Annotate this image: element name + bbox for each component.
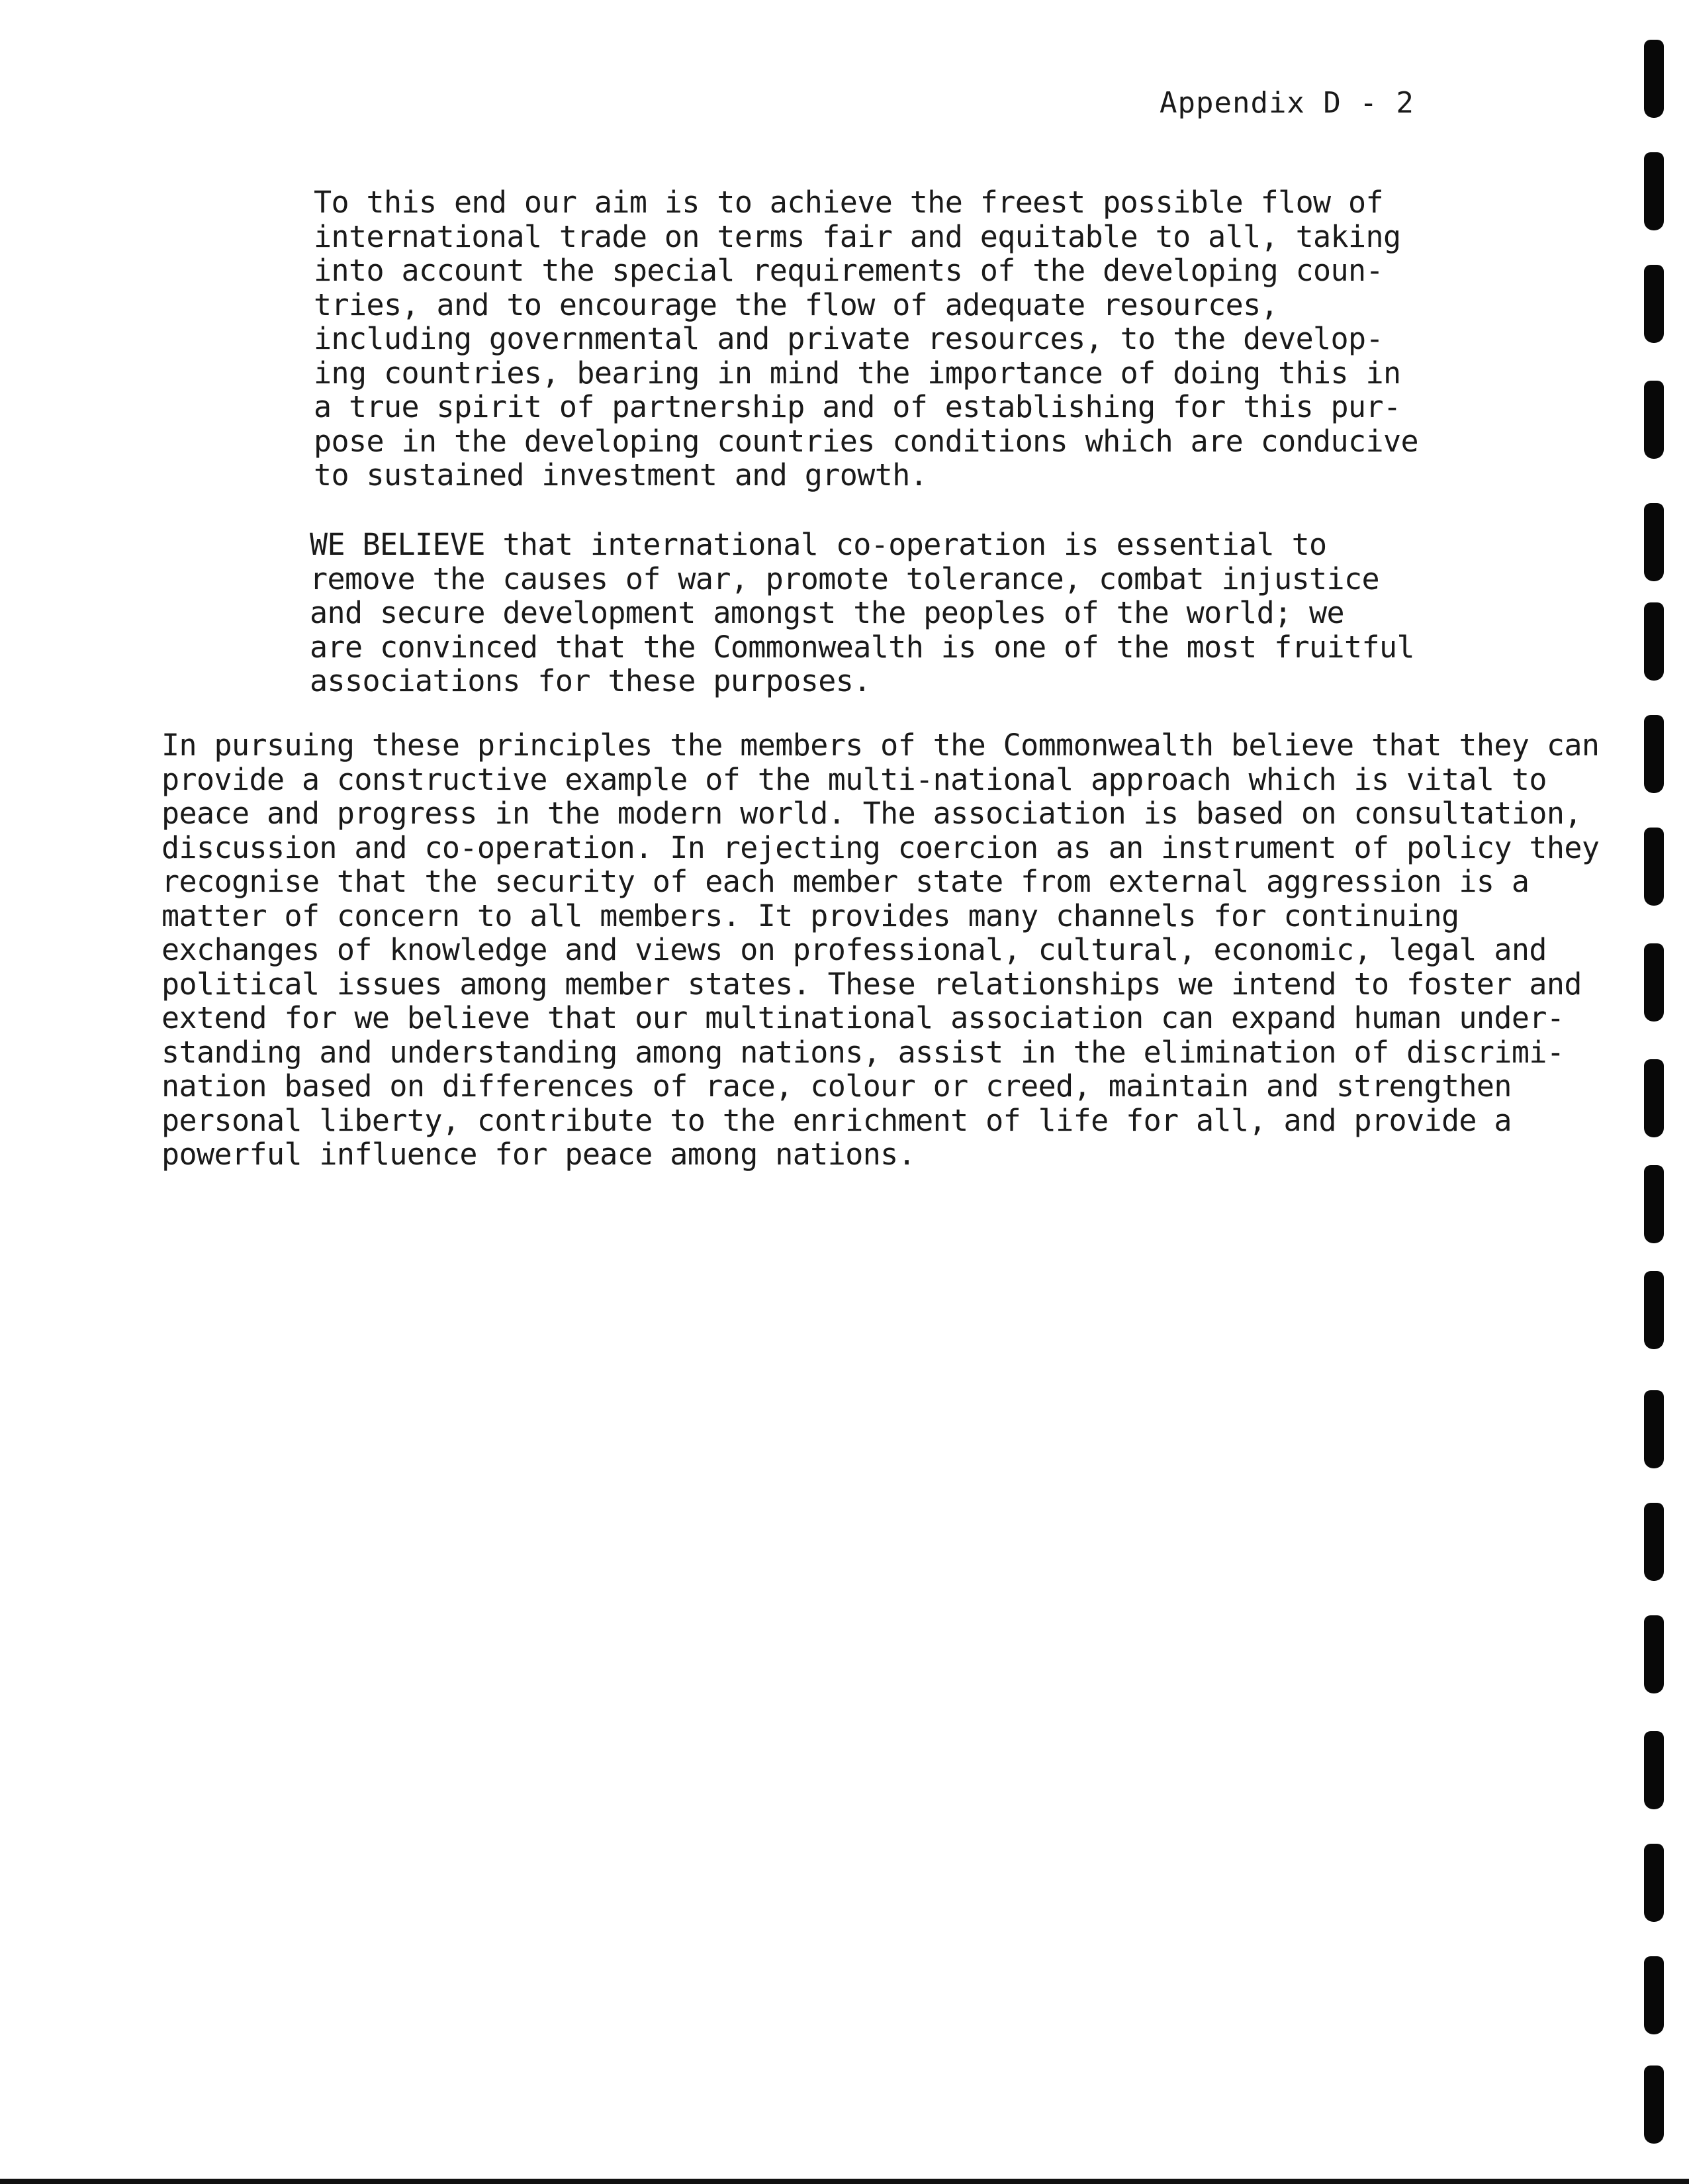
text-line: nation based on differences of race, colour or creed, maintain and strengthen: [161, 1068, 1512, 1104]
binding-hole: [1644, 1390, 1664, 1468]
text-line: personal liberty, contribute to the enrichment of life for all, and provide a: [161, 1102, 1512, 1138]
text-line: provide a constructive example of the multi-national approach which is vital to: [161, 761, 1547, 797]
text-line: political issues among member states. These relationships we intend to foster and: [161, 966, 1582, 1002]
text-line: peace and progress in the modern world. The association is based on consultation,: [161, 796, 1582, 831]
text-line: exchanges of knowledge and views on professional, cultural, economic, legal and: [161, 932, 1547, 967]
binding-hole: [1644, 715, 1664, 793]
text-line: discussion and co-operation. In rejecting coercion as an instrument of policy they: [161, 830, 1600, 865]
text-line: WE BELIEVE that international co-operation is essential to: [310, 527, 1327, 562]
binding-hole: [1644, 152, 1664, 230]
text-line: a true spirit of partnership and of establishing for this pur-: [314, 389, 1401, 424]
text-line: To this end our aim is to achieve the freest possible flow of: [314, 185, 1384, 220]
text-line: tries, and to encourage the flow of adequate resources,: [314, 287, 1279, 322]
binding-hole: [1644, 265, 1664, 343]
spiral-binding: [1635, 26, 1674, 2158]
binding-hole: [1644, 828, 1664, 906]
binding-hole: [1644, 1844, 1664, 1922]
binding-hole: [1644, 503, 1664, 581]
text-line: matter of concern to all members. It provides many channels for continuing: [161, 898, 1459, 933]
text-line: to sustained investment and growth.: [314, 457, 928, 493]
binding-hole: [1644, 602, 1664, 681]
text-line: associations for these purposes.: [310, 663, 871, 698]
binding-hole: [1644, 1503, 1664, 1581]
text-line: ing countries, bearing in mind the importance of doing this in: [314, 355, 1401, 391]
text-line: including governmental and private resources, to the develop-: [314, 321, 1384, 356]
text-line: remove the causes of war, promote tolerance, combat injustice: [310, 561, 1380, 596]
text-line: extend for we believe that our multinational association can expand human under-: [161, 1000, 1565, 1035]
page-bottom-edge: [0, 2179, 1689, 2184]
paragraph-commonwealth-principles: [161, 728, 1599, 1172]
binding-hole: [1644, 1615, 1664, 1693]
binding-hole: [1644, 943, 1664, 1021]
text-line: standing and understanding among nations, assist in the elimination of discrimi-: [161, 1034, 1565, 1070]
text-line: and secure development amongst the peoples of the world; we: [310, 595, 1345, 630]
text-line: powerful influence for peace among nations.: [161, 1137, 916, 1172]
binding-hole: [1644, 1271, 1664, 1349]
binding-hole: [1644, 1165, 1664, 1243]
text-line: international trade on terms fair and equitable to all, taking: [314, 218, 1401, 254]
binding-hole: [1644, 1956, 1664, 2034]
binding-hole: [1644, 1731, 1664, 1809]
binding-hole: [1644, 1059, 1664, 1137]
text-line: into account the special requirements of the developing coun-: [314, 253, 1384, 288]
paragraph-we-believe: [310, 528, 1414, 698]
binding-hole: [1644, 40, 1664, 118]
binding-hole: [1644, 2065, 1664, 2144]
text-line: are convinced that the Commonwealth is one of the most fruitful: [310, 629, 1415, 665]
text-line: pose in the developing countries conditions which are conducive: [314, 423, 1419, 459]
text-line: recognise that the security of each member state from external aggression is a: [161, 864, 1529, 899]
paragraph-trade-aims: [314, 185, 1418, 493]
text-line: In pursuing these principles the members of the Commonwealth believe that they can: [161, 728, 1600, 763]
page-header-label: Appendix D - 2: [1160, 86, 1414, 120]
binding-hole: [1644, 381, 1664, 459]
